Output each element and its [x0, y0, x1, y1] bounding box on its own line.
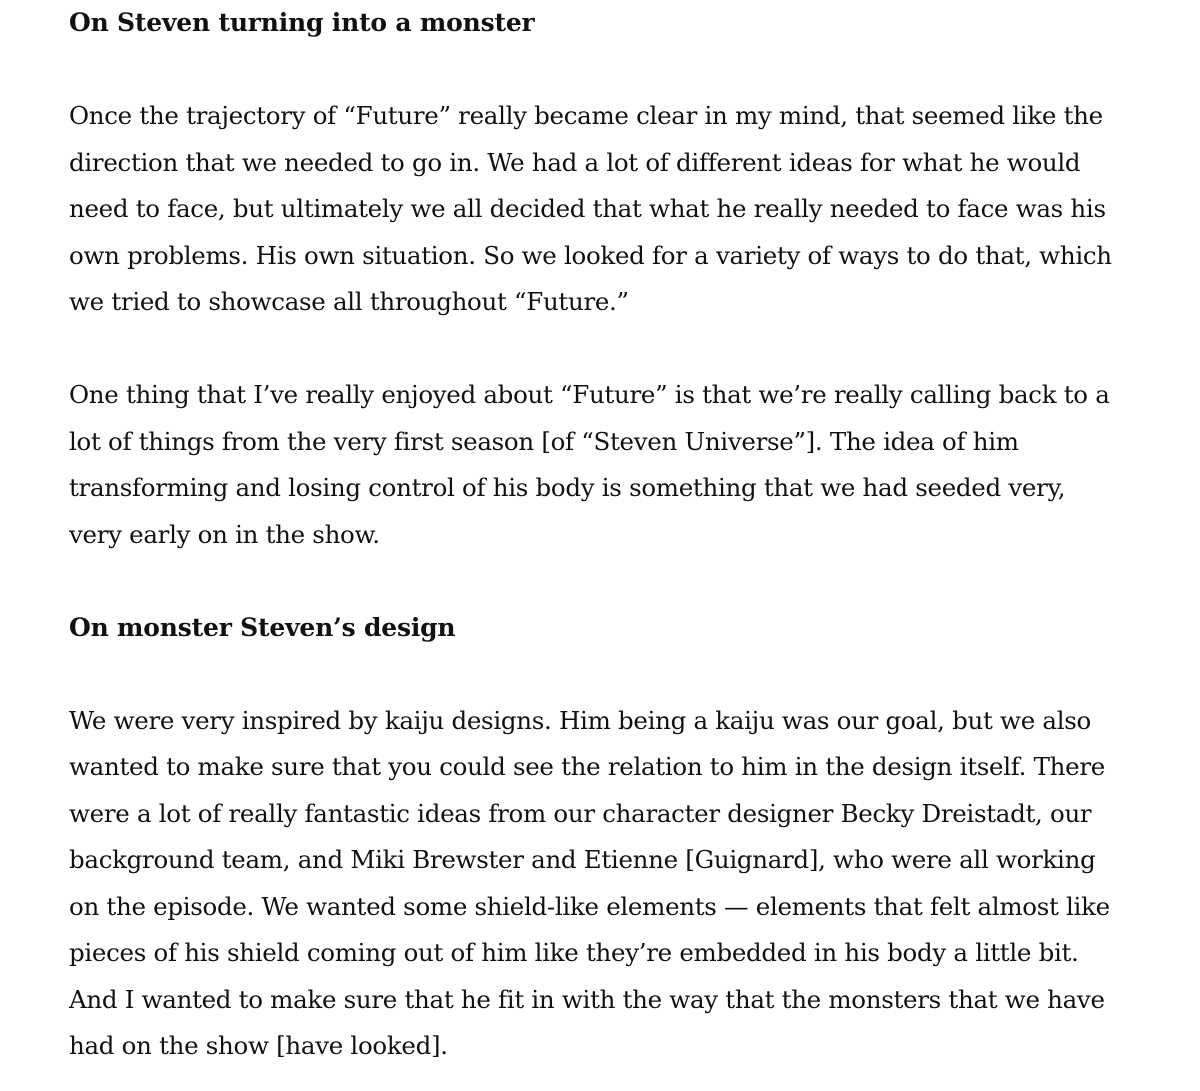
paragraph-line: pieces of his shield coming out of him like they’re embedded in his body a little bit. [69, 938, 1079, 967]
paragraph-line: we tried to showcase all throughout “Future.” [69, 287, 629, 316]
section-gap [69, 558, 1169, 605]
paragraph-line: wanted to make sure that you could see the relation to him in the design itself. There [69, 752, 1105, 781]
section-heading: On Steven turning into a monster [69, 8, 535, 37]
paragraph [69, 698, 1169, 1070]
paragraph-line: had on the show [have looked]. [69, 1031, 448, 1060]
paragraph-gap [69, 326, 1169, 373]
article-body [69, 0, 1169, 1070]
section-monster-design [69, 605, 1169, 1070]
paragraph-line: background team, and Miki Brewster and Etienne [Guignard], who were all working [69, 845, 1096, 874]
paragraph-line: on the episode. We wanted some shield-like elements — elements that felt almost like [69, 891, 1110, 921]
paragraph-line: lot of things from the very first season [of “Steven Universe”]. The idea of him [69, 426, 1019, 456]
paragraph-line: direction that we needed to go in. We had a lot of different ideas for what he would [69, 147, 1081, 177]
paragraph-line: Once the trajectory of “Future” really became clear in my mind, that seemed like the [69, 101, 1103, 130]
paragraph-line: transforming and losing control of his body is something that we had seeded very, [69, 473, 1066, 502]
paragraph-line: were a lot of really fantastic ideas from our character designer Becky Dreistadt, our [69, 798, 1092, 828]
paragraph-line: own problems. His own situation. So we looked for a variety of ways to do that, which [69, 240, 1112, 270]
paragraph-line: One thing that I’ve really enjoyed about “Future” is that we’re really calling back to a [69, 380, 1110, 409]
paragraph-line: And I wanted to make sure that he fit in with the way that the monsters that we have [69, 984, 1105, 1014]
paragraph [69, 372, 1169, 558]
paragraph-line: We were very inspired by kaiju designs. Him being a kaiju was our goal, but we also [69, 705, 1091, 735]
section-steven-monster [69, 0, 1169, 558]
paragraph-gap [69, 47, 1169, 94]
section-heading: On monster Steven’s design [69, 612, 456, 642]
paragraph-line: need to face, but ultimately we all decided that what he really needed to face was his [69, 194, 1106, 223]
paragraph [69, 93, 1169, 326]
paragraph-line: very early on in the show. [69, 519, 380, 549]
paragraph-gap [69, 651, 1169, 698]
